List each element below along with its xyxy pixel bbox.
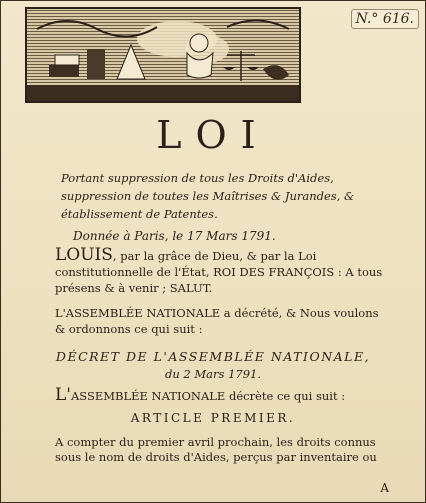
decree-intro-lead: L' — [55, 385, 71, 405]
engraved-vignette-icon — [25, 7, 301, 103]
decree-date: du 2 Mars 1791. — [164, 367, 261, 381]
decree-intro-text: ASSEMBLÉE NATIONALE décrète ce qui suit : — [70, 389, 346, 403]
enactment-paragraph: L'ASSEMBLÉE NATIONALE a décrété, & Nous voulons & ordonnons ce qui suit : — [55, 306, 379, 336]
document-number-tag: N.° 616. — [351, 9, 419, 29]
article-heading: ARTICLE PREMIER. — [130, 411, 296, 425]
decree-intro-paragraph — [55, 387, 389, 404]
preamble-text: , par la grâce de Dieu, & par la Loi constitutionnelle de l'État, ROI DES FRANÇOIS : A tous présens & à venir ; SALUT. — [55, 249, 383, 295]
date-line: Donnée à Paris, le 17 Mars 1791. — [73, 229, 276, 243]
drop-lead-word: LOUIS — [55, 245, 113, 265]
page-title: LOI — [156, 113, 270, 157]
catchword: A — [380, 481, 389, 495]
article-body-paragraph: A compter du premier avril prochain, les droits connus sous le nom de droits d'Aides, perçus par inventaire ou — [55, 435, 377, 464]
royal-preamble-paragraph — [55, 247, 389, 296]
law-subtitle: Portant suppression de tous les Droits d'Aides, suppression de toutes les Maîtrises & Jurandes, & établissement de Patentes. — [61, 171, 355, 221]
decree-heading: DÉCRET DE L'ASSEMBLÉE NATIONALE, — [55, 349, 371, 364]
